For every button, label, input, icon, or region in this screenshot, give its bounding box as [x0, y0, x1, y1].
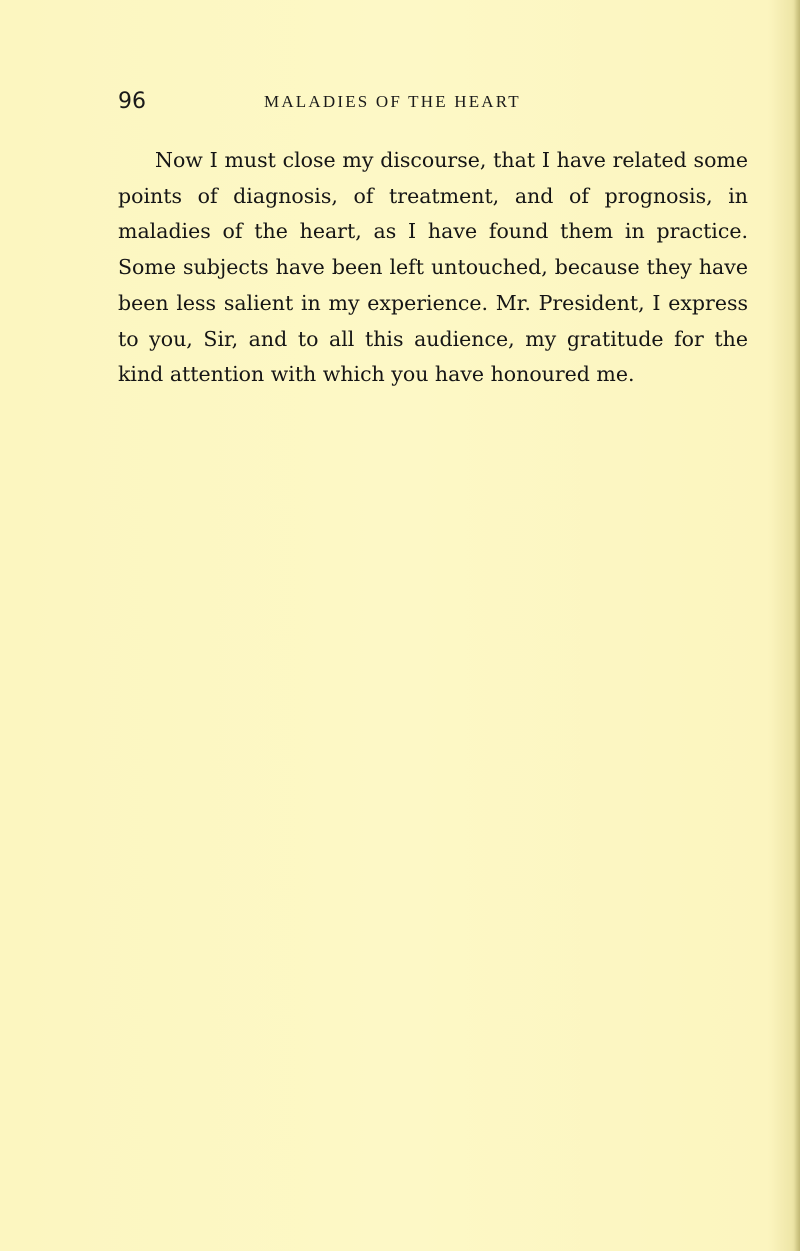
running-title: MALADIES OF THE HEART	[264, 92, 521, 111]
body-paragraph: Now I must close my discourse, that I have related some points of diagnosis, of treatment, and of prognosis, in maladies of the heart, as I have found them in practice. Some subjects have been left untouched, because they have been less salient in my experience. Mr. President, I express to you, Sir, and to all this audience, my gratitude for the kind attention with which you have honoured me.	[118, 148, 748, 387]
page-number: 96	[118, 89, 146, 114]
running-head	[118, 88, 638, 118]
page-edge-shadow	[794, 0, 800, 1251]
